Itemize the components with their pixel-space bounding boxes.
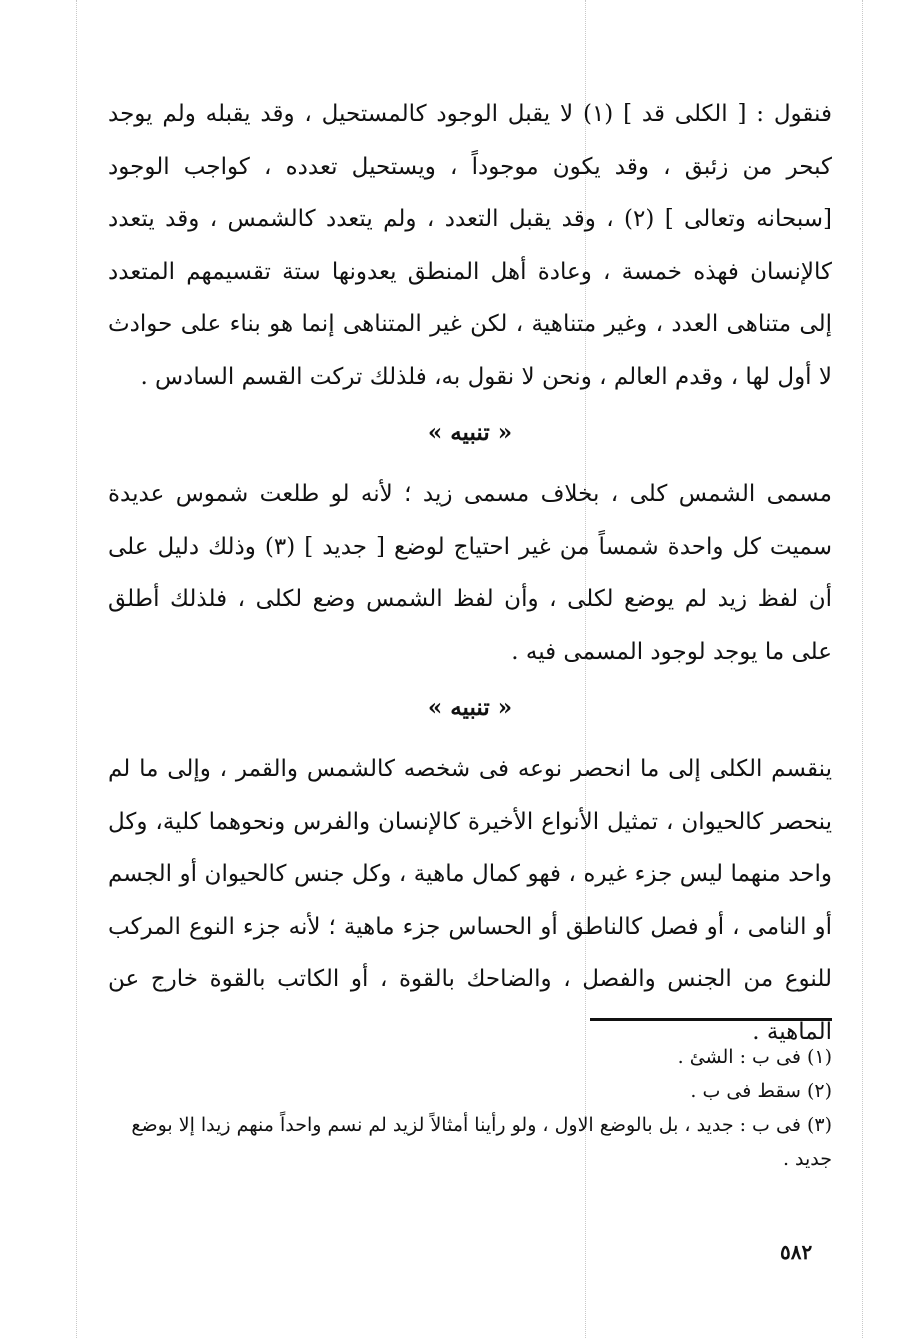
paragraph-3: ينقسم الكلى إلى ما انحصر نوعه فى شخصه كالشمس والقمر ، وإلى ما لم ينحصر كالحيوان ، تمثيل الأنواع الأخيرة كالإنسان والفرس ونحوهما كلية، وكل واحد منهما ليس جزء غيره ، فهو كمال ماهية ، وكل جنس كالحيوان أو الجسم أو النامى ، أو فصل كالناطق أو الحساس جزء ماهية ؛ لأنه جزء النوع المركب للنوع من الجنس والفصل ، والضاحك بالقوة ، أو الكاتب بالقوة خارج عن الماهية .	[108, 756, 832, 1045]
section-heading-1: « تنبيه »	[427, 419, 513, 446]
paragraph-2: مسمى الشمس كلى ، بخلاف مسمى زيد ؛ لأنه لو طلعت شموس عديدة سميت كل واحدة شمساً من غير احتياج لوضع [ جديد ] (٣) وذلك دليل على أن لفظ زيد لم يوضع لكلى ، وأن لفظ الشمس وضع لكلى ، فلذلك أطلق على ما يوجد لوجود المسمى فيه .	[108, 481, 832, 665]
footnote-separator	[590, 1018, 832, 1021]
footnote-3: (٣) فى ب : جديد ، بل بالوضع الاول ، ولو رأينا أمثالاً لزيد لم نسم واحداً منهم زيدا إلا بوضع جديد .	[131, 1114, 832, 1170]
paragraph-1: فنقول : [ الكلى قد ] (١) لا يقبل الوجود كالمستحيل ، وقد يقبله ولم يوجد كبحر من زئبق ، وقد يكون موجوداً ، ويستحيل تعدده ، كواجب الوجود [سبحانه وتعالى ] (٢) ، وقد يقبل التعدد ، ولم يتعدد كالشمس ، وقد يتعدد كالإنسان فهذه خمسة ، وعادة أهل المنطق يعدونها ستة تقسيمهم المتعدد إلى متناهى العدد ، وغير متناهية ، لكن غير المتناهى إنما هو بناء على حوادث لا أول لها ، وقدم العالم ، ونحن لا نقول به، فلذلك تركت القسم السادس .	[108, 101, 832, 390]
margin-guide-right	[862, 0, 863, 1338]
footnote-2: (٢) سقط فى ب .	[690, 1080, 832, 1102]
footnotes	[108, 1040, 832, 1176]
main-text	[108, 88, 832, 1058]
section-heading-2: « تنبيه »	[427, 694, 513, 721]
footnote-1: (١) فى ب : الشئ .	[677, 1046, 832, 1068]
page-number: ٥٨٢	[780, 1240, 813, 1264]
margin-guide-left	[76, 0, 77, 1338]
